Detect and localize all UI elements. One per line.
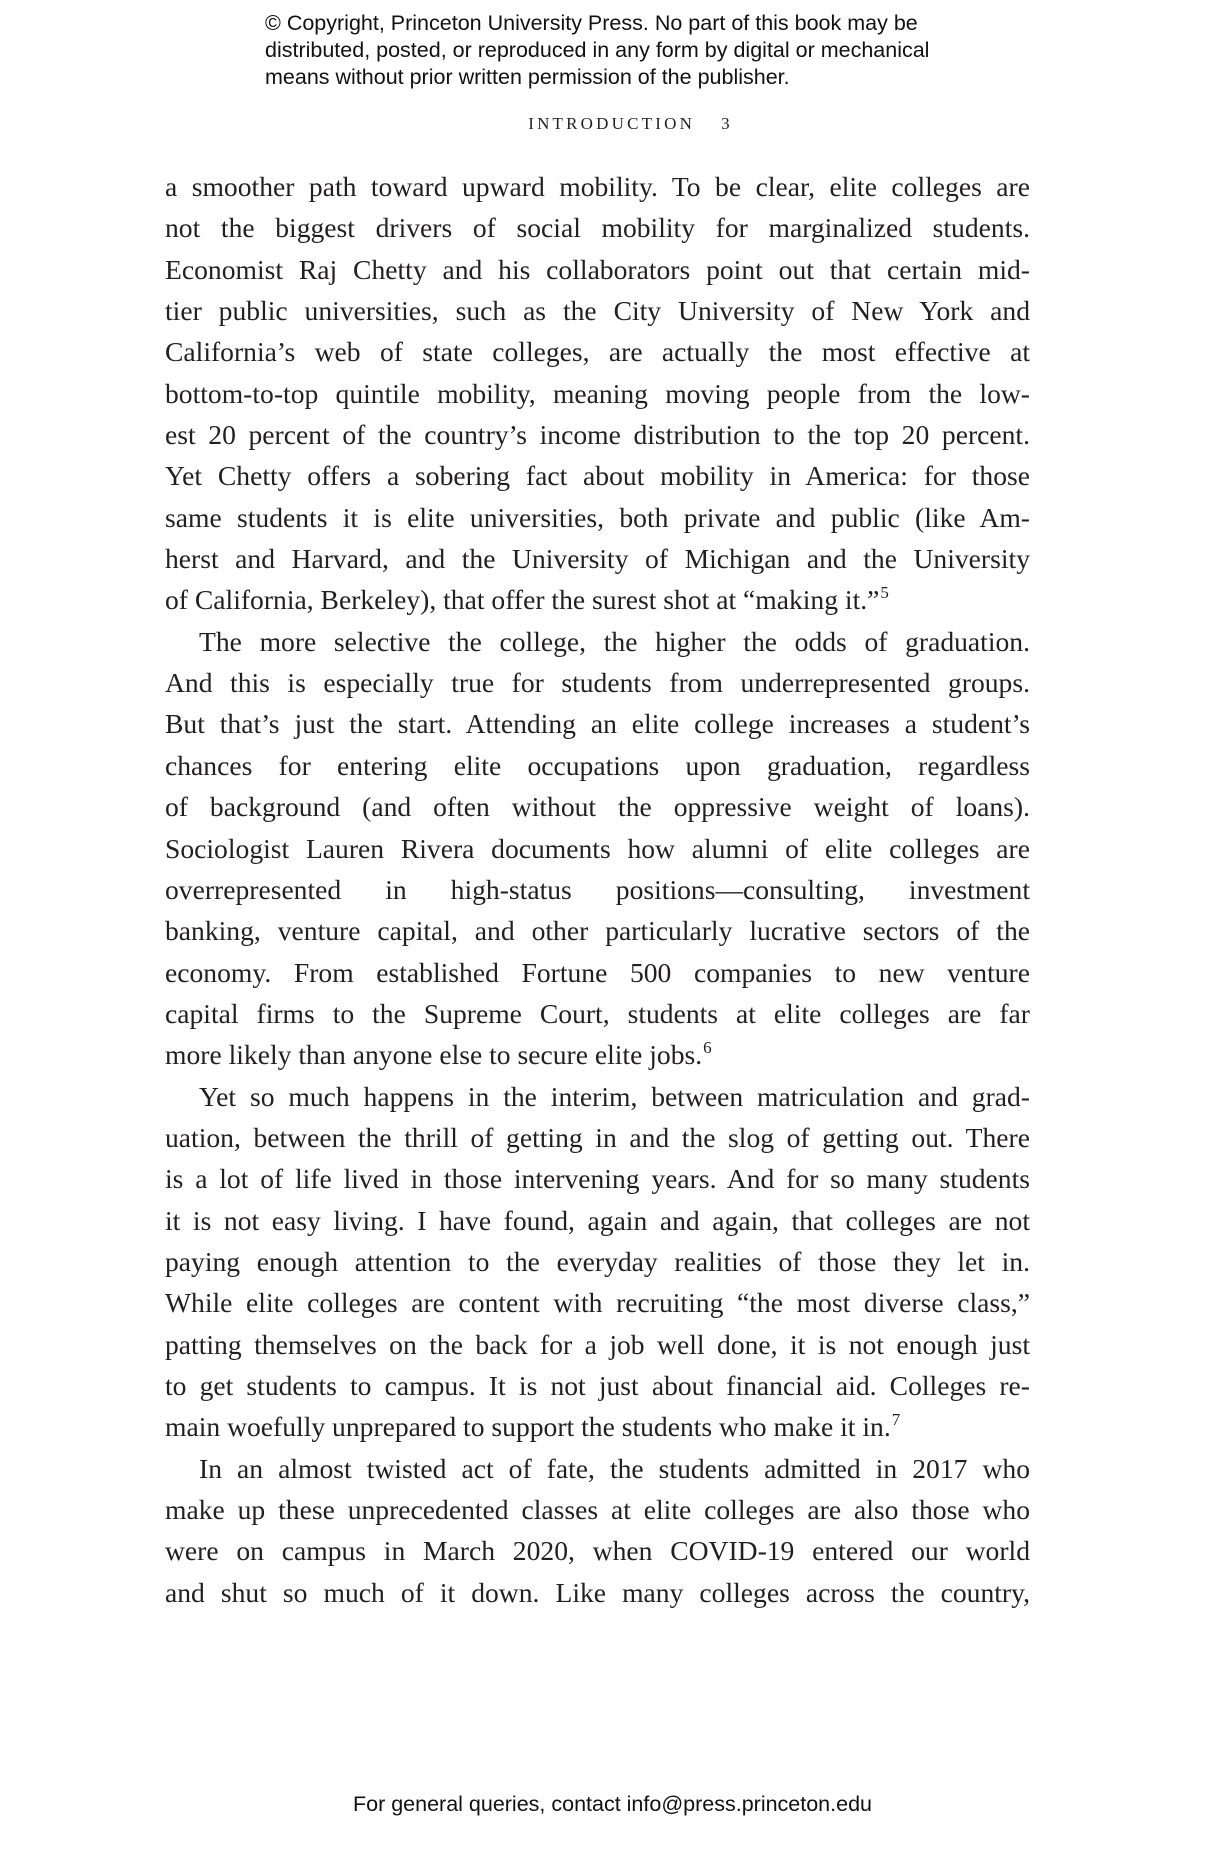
line-text: same students it is elite universities, both private and public (like Am- bbox=[165, 501, 1030, 533]
line-text: est 20 percent of the country’s income distribution to the top 20 percent. bbox=[165, 419, 1030, 451]
line-text: Yet Chetty offers a sobering fact about mobility in America: for those bbox=[165, 460, 1030, 492]
text-line bbox=[165, 1572, 1030, 1613]
text-line bbox=[165, 290, 1030, 331]
text-line bbox=[165, 1200, 1030, 1241]
line-text: The more selective the college, the higher the odds of graduation. bbox=[199, 625, 1030, 657]
text-line bbox=[165, 1282, 1030, 1323]
text-line bbox=[165, 1158, 1030, 1199]
line-text: And this is especially true for students from underrepresented groups. bbox=[165, 667, 1030, 699]
line-text: While elite colleges are content with recruiting “the most diverse class,” bbox=[165, 1287, 1030, 1319]
line-text: not the biggest drivers of social mobility for marginalized students. bbox=[165, 212, 1030, 244]
line-text: tier public universities, such as the City University of New York and bbox=[165, 295, 1030, 327]
text-line bbox=[165, 745, 1030, 786]
copyright-line: © Copyright, Princeton University Press. No part of this book may be bbox=[265, 11, 918, 35]
text-line bbox=[165, 331, 1030, 372]
copyright-line: means without prior written permission of the publisher. bbox=[265, 65, 790, 89]
line-text: Yet so much happens in the interim, between matriculation and grad- bbox=[199, 1080, 1030, 1112]
text-line bbox=[165, 1324, 1030, 1365]
text-line bbox=[165, 952, 1030, 993]
line-text: capital firms to the Supreme Court, students at elite colleges are far bbox=[165, 997, 1030, 1029]
paragraph bbox=[165, 1076, 1030, 1448]
page-number: 3 bbox=[721, 114, 733, 133]
line-text: bottom-to-top quintile mobility, meaning moving people from the low- bbox=[165, 377, 1030, 409]
text-line bbox=[165, 993, 1030, 1034]
line-text: Sociologist Lauren Rivera documents how alumni of elite colleges are bbox=[165, 832, 1030, 864]
line-text: to get students to campus. It is not just about financial aid. Colleges re- bbox=[165, 1369, 1030, 1401]
text-line bbox=[165, 1241, 1030, 1282]
text-line bbox=[165, 1530, 1030, 1571]
line-text: In an almost twisted act of fate, the students admitted in 2017 who bbox=[199, 1452, 1030, 1484]
line-text: herst and Harvard, and the University of Michigan and the University bbox=[165, 543, 1030, 575]
line-text: main woefully unprepared to support the students who make it in. bbox=[165, 1411, 891, 1443]
paragraph bbox=[165, 621, 1030, 1076]
line-text: it is not easy living. I have found, again and again, that colleges are not bbox=[165, 1204, 1030, 1236]
text-line bbox=[165, 662, 1030, 703]
footnote-marker[interactable]: 6 bbox=[703, 1038, 712, 1058]
copyright-line: distributed, posted, or reproduced in any form by digital or mechanical bbox=[265, 38, 930, 62]
text-line bbox=[165, 910, 1030, 951]
footnote-marker[interactable]: 5 bbox=[880, 583, 889, 603]
text-line bbox=[165, 1489, 1030, 1530]
footer-contact: For general queries, contact info@press.princeton.edu bbox=[352, 1792, 872, 1816]
line-text: banking, venture capital, and other particularly lucrative sectors of the bbox=[165, 915, 1030, 947]
text-line bbox=[165, 1034, 1030, 1075]
text-line bbox=[165, 497, 1030, 538]
line-text: were on campus in March 2020, when COVID-19 entered our world bbox=[165, 1535, 1030, 1567]
line-text: is a lot of life lived in those intervening years. And for so many students bbox=[165, 1163, 1030, 1195]
footnote-marker[interactable]: 7 bbox=[891, 1410, 901, 1430]
paragraph bbox=[165, 166, 1030, 621]
line-text: Economist Raj Chetty and his collaborators point out that certain mid- bbox=[165, 253, 1030, 285]
line-text: of background (and often without the oppressive weight of loans). bbox=[165, 791, 1030, 823]
text-line bbox=[165, 703, 1030, 744]
line-text: more likely than anyone else to secure elite jobs. bbox=[165, 1039, 703, 1071]
line-text: paying enough attention to the everyday realities of those they let in. bbox=[165, 1245, 1030, 1277]
line-text: California’s web of state colleges, are actually the most effective at bbox=[165, 336, 1030, 368]
text-line bbox=[165, 786, 1030, 827]
text-line bbox=[165, 1448, 1030, 1489]
text-line bbox=[165, 1076, 1030, 1117]
text-line bbox=[165, 249, 1030, 290]
line-text: chances for entering elite occupations upon graduation, regardless bbox=[165, 749, 1030, 781]
text-line bbox=[165, 869, 1030, 910]
line-text: and shut so much of it down. Like many colleges across the country, bbox=[165, 1576, 1030, 1608]
text-line bbox=[165, 1406, 1030, 1447]
line-text: overrepresented in high-status positions—consulting, investment bbox=[165, 873, 1030, 905]
text-line bbox=[165, 828, 1030, 869]
text-line bbox=[165, 538, 1030, 579]
line-text: a smoother path toward upward mobility. To be clear, elite colleges are bbox=[165, 171, 1030, 202]
line-text: make up these unprecedented classes at elite colleges are also those who bbox=[165, 1494, 1030, 1525]
text-line bbox=[165, 373, 1030, 414]
copyright-notice bbox=[265, 10, 1025, 91]
line-text: uation, between the thrill of getting in and the slog of getting out. There bbox=[165, 1121, 1030, 1153]
text-line bbox=[165, 579, 1030, 620]
line-text: But that’s just the start. Attending an elite college increases a student’s bbox=[165, 708, 1030, 740]
line-text: economy. From established Fortune 500 companies to new venture bbox=[165, 956, 1030, 988]
paragraph bbox=[165, 1448, 1030, 1613]
running-head-section: INTRODUCTION bbox=[528, 114, 696, 133]
body-text bbox=[165, 166, 1030, 1613]
text-line bbox=[165, 1365, 1030, 1406]
text-line bbox=[165, 621, 1030, 662]
text-line bbox=[165, 207, 1030, 248]
text-line bbox=[165, 1117, 1030, 1158]
line-text: patting themselves on the back for a job well done, it is not enough just bbox=[165, 1328, 1030, 1360]
text-line bbox=[165, 414, 1030, 455]
text-line bbox=[165, 455, 1030, 496]
line-text: of California, Berkeley), that offer the surest shot at “making it.” bbox=[165, 584, 880, 616]
running-head bbox=[0, 114, 1225, 134]
text-line bbox=[165, 166, 1030, 207]
